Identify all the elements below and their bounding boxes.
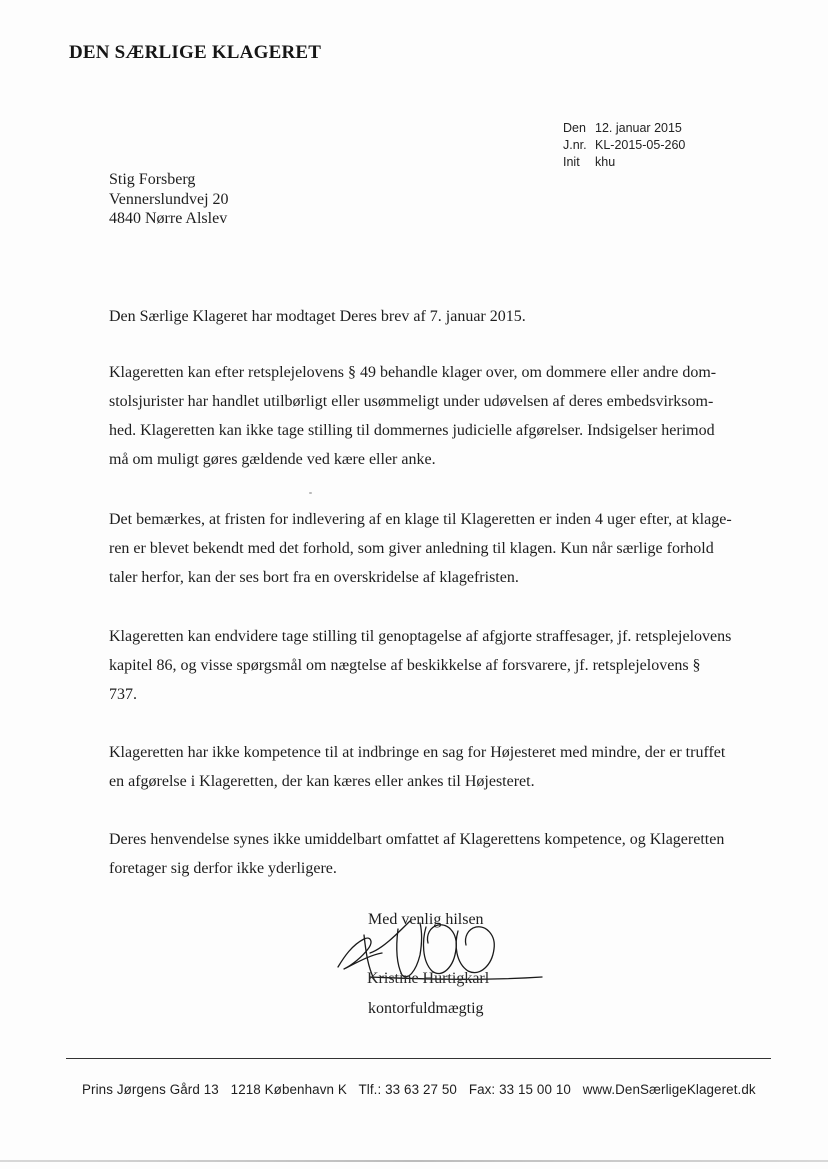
meta-date-label: Den (563, 121, 586, 135)
letter-meta (563, 120, 685, 171)
paragraph-line: Den Særlige Klageret har modtaget Deres brev af 7. januar 2015. (109, 308, 526, 325)
paragraph-5 (109, 738, 725, 796)
paragraph-4 (109, 622, 731, 709)
paragraph-line: kapitel 86, og visse spørgsmål om nægtelse af beskikkelse af forsvarere, jf. retsplejelovens § (109, 657, 701, 674)
paragraph-line: Klageretten kan endvidere tage stilling til genoptagelse af afgjorte straffesager, jf. retsplejelovens (109, 628, 732, 645)
meta-init-row (563, 154, 685, 171)
meta-journal-row (563, 137, 685, 154)
paragraph-3 (109, 505, 732, 592)
meta-journal-label: J.nr. (563, 138, 587, 152)
recipient-name: Stig Forsberg (109, 171, 196, 188)
meta-journal-value: KL-2015-05-260 (595, 138, 686, 152)
paragraph-line: Klageretten kan efter retsplejelovens § 49 behandle klager over, om dommere eller andre dom- (109, 364, 717, 381)
organization-title: DEN SÆRLIGE KLAGERET (69, 42, 322, 63)
meta-init-value: khu (595, 155, 616, 169)
signer-title: kontorfuldmægtig (368, 1000, 484, 1017)
recipient-street: Vennerslundvej 20 (109, 190, 229, 208)
recipient-address (109, 170, 229, 229)
meta-date-row (563, 120, 685, 137)
footer-address: Prins Jørgens Gård 13 (82, 1082, 219, 1097)
paragraph-1 (109, 302, 526, 331)
recipient-city: 4840 Nørre Alslev (109, 210, 228, 227)
paragraph-line: ren er blevet bekendt med det forhold, som giver anledning til klagen. Kun når særlige forhold (109, 540, 714, 557)
paragraph-line: Klageretten har ikke kompetence til at indbringe en sag for Højesteret med mindre, der er truffet (109, 744, 726, 761)
paragraph-line: Det bemærkes, at fristen for indlevering af en klage til Klageretten er inden 4 uger efter, at klage- (109, 511, 732, 528)
footer-fax: Fax: 33 15 00 10 (468, 1082, 571, 1097)
scan-edge-line (0, 1160, 828, 1162)
meta-date-value: 12. januar 2015 (595, 121, 682, 135)
paragraph-line: foretager sig derfor ikke yderligere. (109, 860, 337, 877)
paragraph-line: stolsjurister har handlet utilbørligt eller usømmeligt under udøvelsen af deres embedsvirksom- (109, 393, 714, 410)
footer-contact (82, 1082, 764, 1097)
paragraph-line: 737. (109, 686, 137, 703)
paragraph-2 (109, 358, 716, 474)
footer-website: www.DenSærligeKlageret.dk (582, 1082, 756, 1097)
footer-phone: Tlf.: 33 63 27 50 (358, 1082, 457, 1097)
footer-postal: 1218 København K (230, 1082, 347, 1097)
paragraph-6 (109, 825, 724, 883)
paragraph-line: en afgørelse i Klageretten, der kan kæres eller ankes til Højesteret. (109, 773, 535, 790)
paragraph-line: hed. Klageretten kan ikke tage stilling til dommernes judicielle afgørelser. Indsigelser herimod (109, 422, 715, 439)
paragraph-line: taler herfor, kan der ses bort fra en overskridelse af klagefristen. (109, 569, 519, 586)
meta-init-label: Init (563, 155, 580, 169)
scan-speck (309, 492, 312, 494)
paragraph-line: må om muligt gøres gældende ved kære eller anke. (109, 451, 436, 468)
footer-divider (66, 1058, 771, 1059)
signer-name: Kristine Hurtigkarl (367, 970, 490, 987)
closing-phrase: Med venlig hilsen (368, 911, 484, 928)
paragraph-line: Deres henvendelse synes ikke umiddelbart omfattet af Klagerettens kompetence, og Klageretten (109, 831, 725, 848)
